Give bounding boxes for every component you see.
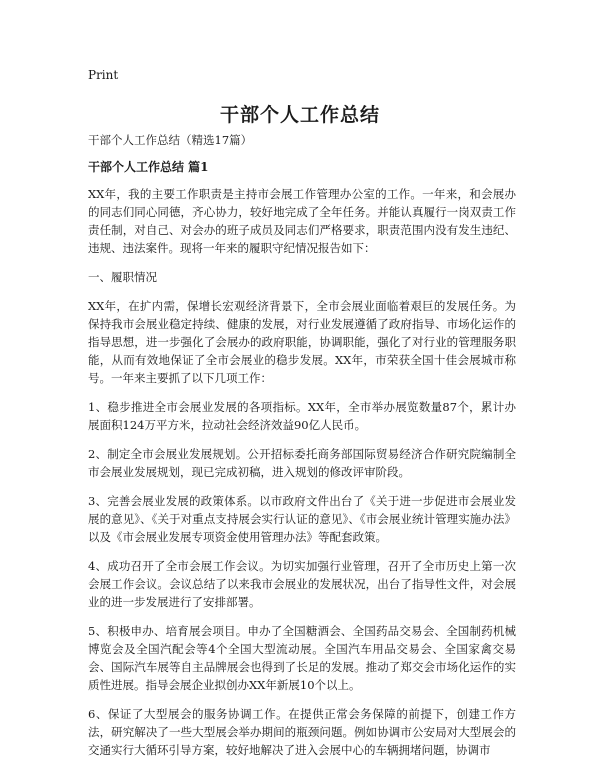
paragraph: 5、积极申办、培育展会项目。申办了全国糖酒会、全国药品交易会、全国制药机械博览会及全国汽配会等4个全国大型流动展。全国汽车用品交易会、全国家禽交易会、国际汽车展等自主品牌展会也得到了长足的发展。推动了郑交会市场化运作的实质性进展。指导会展企业拟创办XX年新展10个以上。 xyxy=(88,624,516,692)
document-body xyxy=(88,131,516,770)
paragraph: 6、保证了大型展会的服务协调工作。在提供正常会务保障的前提下，创建工作方法，研究解决了一些大型展会举办期间的瓶颈问题。例如协调市公安局对大型展会的交通实行大循环引导方案，较好地解决了进入会展中心的车辆拥堵问题，协调市 xyxy=(88,707,516,757)
paragraph: 一、履职情况 xyxy=(88,270,157,284)
paragraph: 3、完善会展业发展的政策体系。以市政府文件出台了《关于进一步促进市会展业发展的意见》、《关于对重点支持展会实行认证的意见》、《市会展业统计管理实施办法》以及《市会展业发展专项资金使用管理办法》等配套政策。 xyxy=(88,494,516,544)
paragraph: 4、成功召开了全市会展工作会议。为切实加强行业管理，召开了全市历史上第一次会展工作会议。会议总结了以来我市会展业的发展状况，出台了指导性文件，对会展业的进一步发展进行了安排部署。 xyxy=(88,559,516,609)
paragraph: XX年，在扩内需，保增长宏观经济背景下，全市会展业面临着艰巨的发展任务。为保持我市会展业稳定持续、健康的发展，对行业发展遵循了政府指导、市场化运作的指导思想，进一步强化了会展办的政府职能，协调职能，强化了对行业的管理服务职能，从而有效地保证了全市会展业的稳步发展。XX年，市荣获全国十佳会展城市称号。一年来主要抓了以下几项工作： xyxy=(88,299,516,385)
section-heading: 干部个人工作总结 篇1 xyxy=(88,160,209,174)
paragraph: 1、稳步推进全市会展业发展的各项指标。XX年，全市举办展览数量87个，累计办展面积124万平方米，拉动社会经济效益90亿人民币。 xyxy=(88,400,516,432)
paragraph: 2、制定全市会展业发展规划。公开招标委托商务部国际贸易经济合作研究院编制全市会展业发展规划，现已完成初稿，进入规划的修改评审阶段。 xyxy=(88,447,516,479)
paragraph: XX年，我的主要工作职责是主持市会展工作管理办公室的工作。一年来，和会展办的同志们同心同德，齐心协力，较好地完成了全年任务。并能认真履行一岗双责工作责任制，对自己、对会办的班子成员及同志们严格要求，职责范围内没有发生违纪、违规、违法案件。现将一年来的履职守纪情况报告如下： xyxy=(88,187,516,255)
document-title: 干部个人工作总结 xyxy=(219,104,380,126)
document-subtitle: 干部个人工作总结（精选17篇） xyxy=(88,133,253,147)
print-label: Print xyxy=(88,68,119,82)
